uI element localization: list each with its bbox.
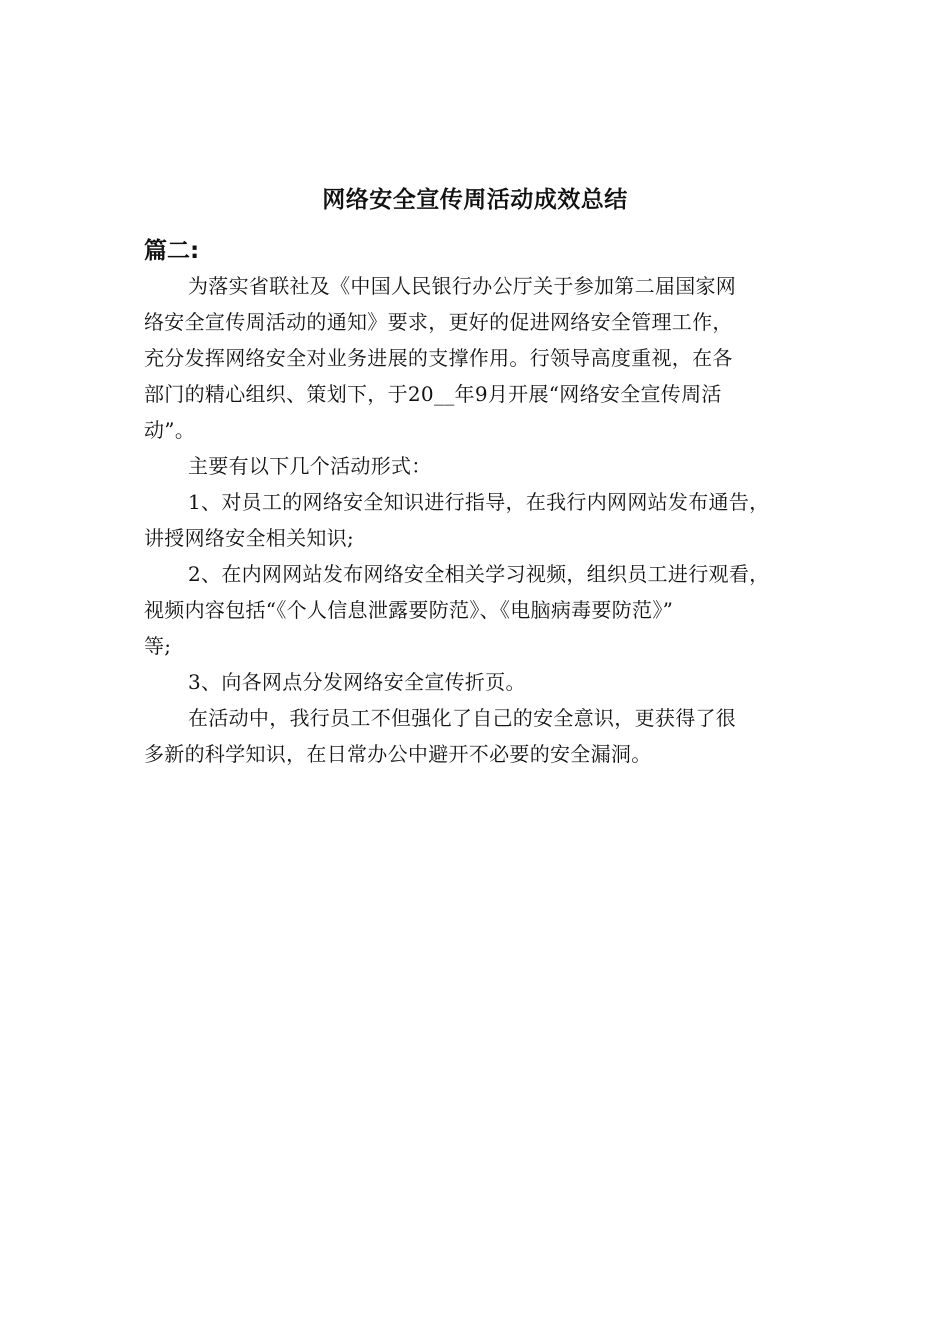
paragraph-line: 多新的科学知识，在日常办公中避开不必要的安全漏洞。 bbox=[144, 742, 652, 766]
paragraph-line: 1、对员工的网络安全知识进行指导，在我行内网网站发布通告， bbox=[188, 490, 770, 514]
section-heading: 篇二: bbox=[144, 238, 200, 264]
document-title: 网络安全宣传周活动成效总结 bbox=[322, 187, 628, 213]
paragraph-line: 络安全宣传周活动的通知》要求，更好的促进网络安全管理工作， bbox=[144, 310, 733, 334]
paragraph-line: 充分发挥网络安全对业务进展的支撑作用。行领导高度重视，在各 bbox=[144, 346, 733, 370]
paragraph-line: 在活动中，我行员工不但强化了自己的安全意识，更获得了很 bbox=[188, 706, 737, 730]
paragraph-line: 3、向各网点分发网络安全宣传折页。 bbox=[188, 670, 526, 694]
paragraph-line: 讲授网络安全相关知识; bbox=[144, 526, 355, 550]
paragraph-line: 为落实省联社及《中国人民银行办公厅关于参加第二届国家网 bbox=[188, 274, 737, 298]
paragraph-line: 部门的精心组织、策划下，于20__年9月开展“网络安全宣传周活 bbox=[144, 382, 722, 406]
document-body bbox=[144, 268, 824, 772]
paragraph-line: 动”。 bbox=[144, 418, 196, 442]
paragraph-line: 2、在内网网站发布网络安全相关学习视频，组织员工进行观看， bbox=[188, 562, 770, 586]
paragraph-line: 主要有以下几个活动形式： bbox=[188, 454, 432, 478]
paragraph-line: 视频内容包括“《个人信息泄露要防范》、《电脑病毒要防范》” bbox=[144, 598, 674, 622]
paragraph-line: 等; bbox=[144, 634, 172, 658]
